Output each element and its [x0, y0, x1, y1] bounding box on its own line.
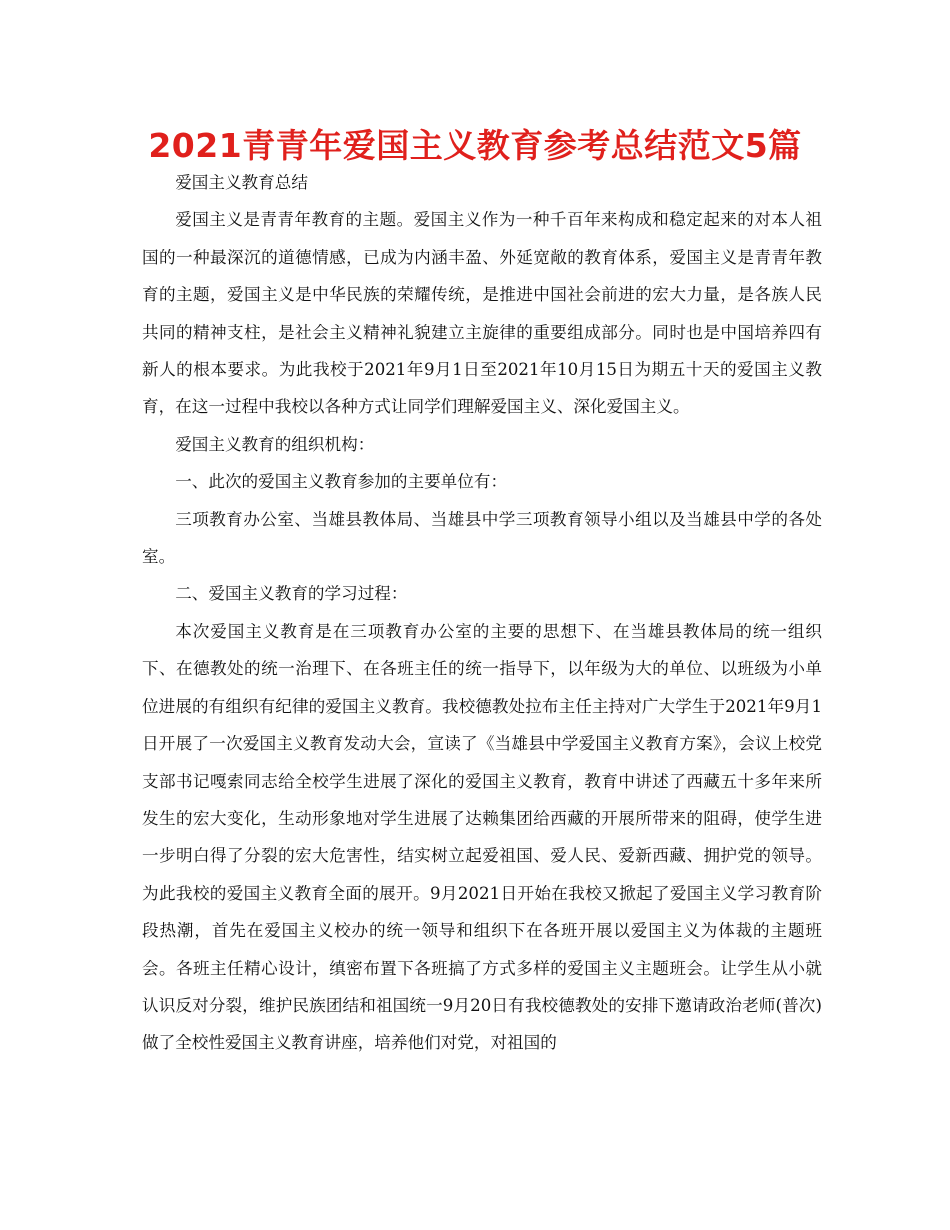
paragraph-intro: 爱国主义是青青年教育的主题。爱国主义作为一种千百年来构成和稳定起来的对本人祖国的一种最深沉的道德情感，已成为内涵丰盈、外延宽敞的教育体系，爱国主义是青青年教育的主题，爱国主义是中华民族的荣耀传统，是推进中国社会前进的宏大力量，是各族人民共同的精神支柱，是社会主义精神礼貌建立主旋律的重要组成部分。同时也是中国培养四有新人的根本要求。为此我校于2021年9月1日至2021年10月15日为期五十天的爱国主义教育，在这一过程中我校以各种方式让同学们理解爱国主义、深化爱国主义。 — [142, 210, 822, 417]
paragraph-section-one: 一、此次的爱国主义教育参加的主要单位有： — [175, 472, 508, 492]
paragraph-heading: 爱国主义教育总结 — [175, 173, 308, 192]
document-title: 2021青青年爱国主义教育参考总结范文5篇 — [148, 126, 802, 165]
paragraph-units: 三项教育办公室、当雄县教体局、当雄县中学三项教育领导小组以及当雄县中学的各处室。 — [142, 509, 822, 567]
paragraph-section-two: 二、爱国主义教育的学习过程： — [175, 584, 408, 604]
document-body — [142, 164, 822, 1062]
paragraph-organization-heading: 爱国主义教育的组织机构： — [175, 434, 375, 454]
paragraph-process: 本次爱国主义教育是在三项教育办公室的主要的思想下、在当雄县教体局的统一组织下、在德教处的统一治理下、在各班主任的统一指导下，以年级为大的单位、以班级为小单位进展的有组织有纪律的爱国主义教育。我校德教处拉布主任主持对广大学生于2021年9月1日开展了一次爱国主义教育发动大会，宣读了《当雄县中学爱国主义教育方案》，会议上校党支部书记嘎索同志给全校学生进展了深化的爱国主义教育，教育中讲述了西藏五十多年来所发生的宏大变化，生动形象地对学生进展了达赖集团给西藏的开展所带来的阻碍，使学生进一步明白得了分裂的宏大危害性，结实树立起爱祖国、爱人民、爱新西藏、拥护党的领导。为此我校的爱国主义教育全面的展开。9月2021日开始在我校又掀起了爱国主义学习教育阶段热潮，首先在爱国主义校办的统一领导和组织下在各班开展以爱国主义为体裁的主题班会。各班主任精心设计，缜密布置下各班搞了方式多样的爱国主义主题班会。让学生从小就认识反对分裂，维护民族团结和祖国统一9月20日有我校德教处的安排下邀请政治老师(普次)做了全校性爱国主义教育讲座，培养他们对党，对祖国的 — [142, 621, 822, 1053]
